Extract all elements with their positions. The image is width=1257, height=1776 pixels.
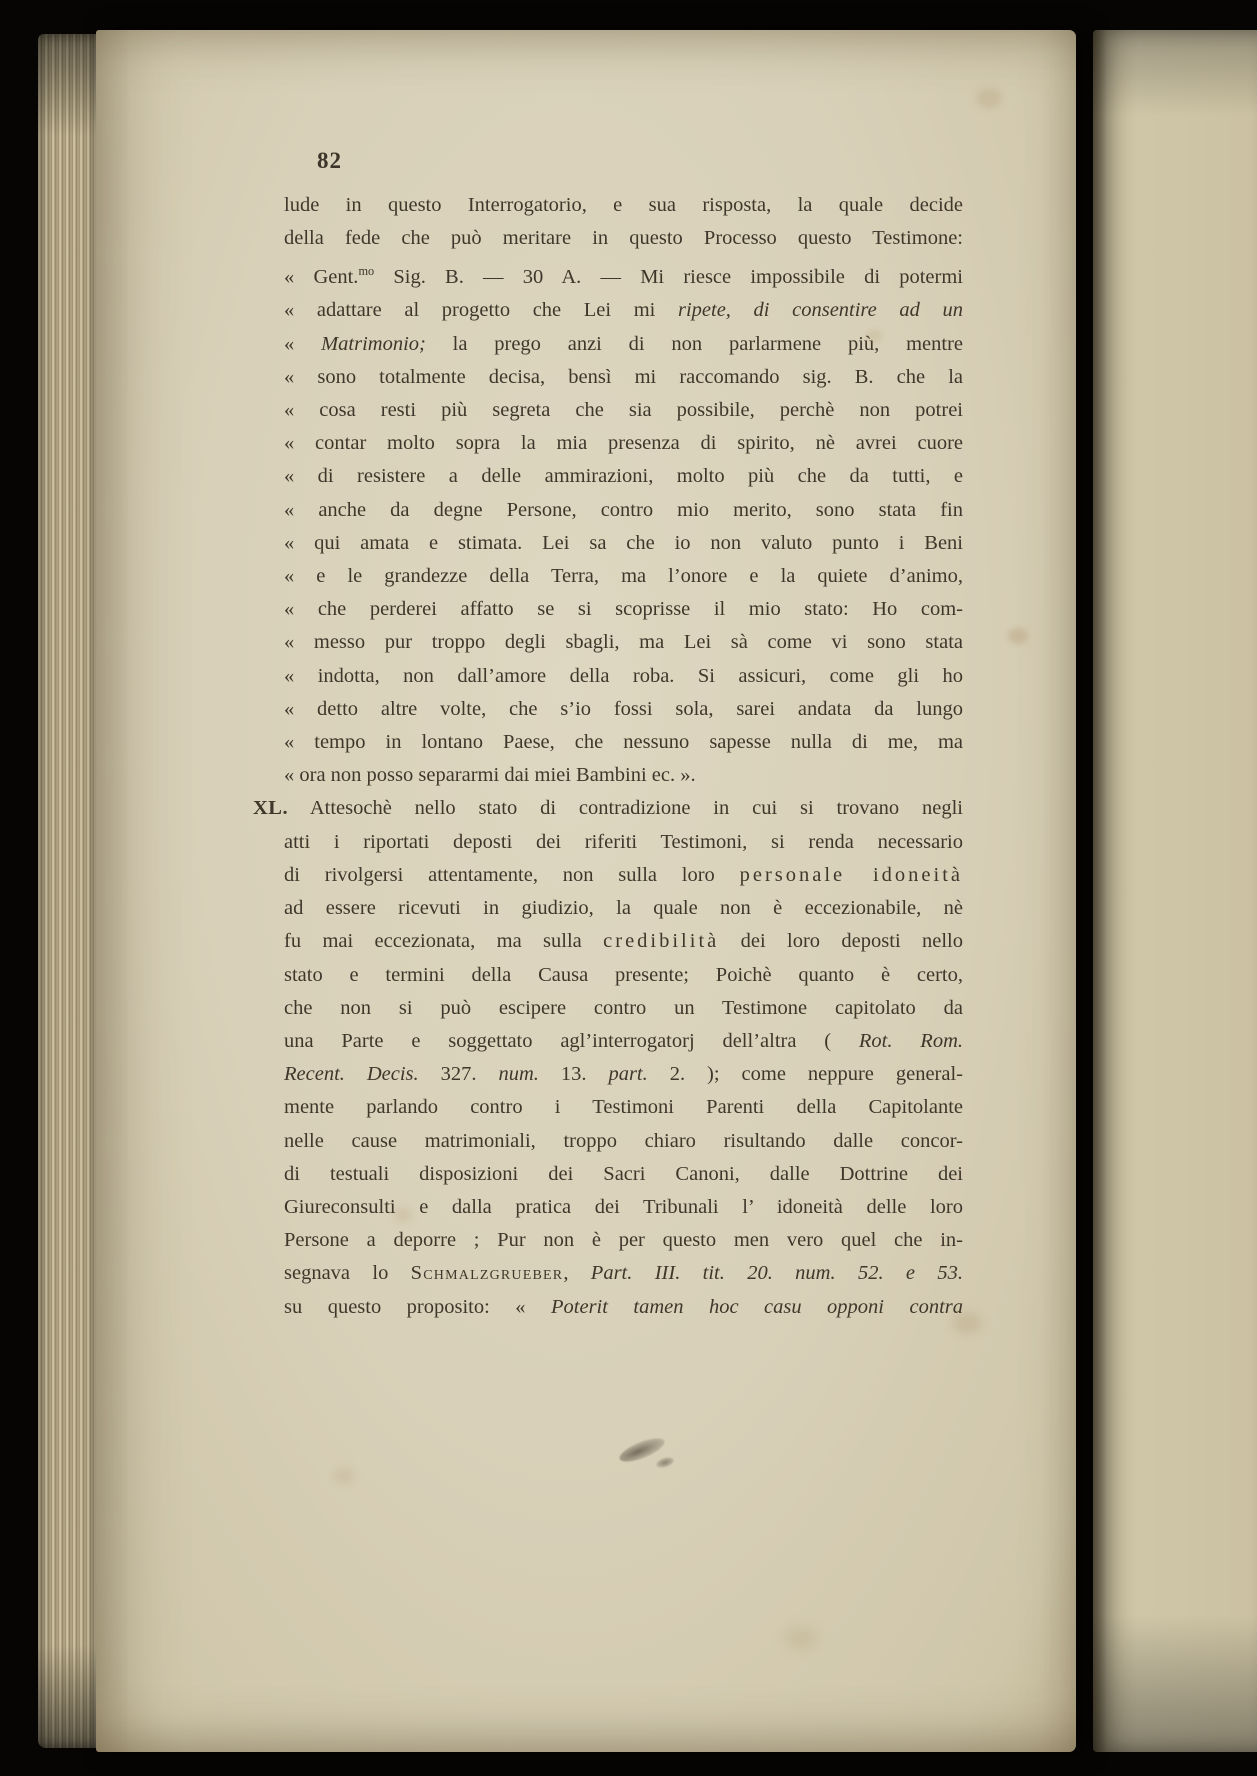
scanned-page xyxy=(96,30,1076,1752)
text-line: atti i riportati deposti dei riferiti Testimoni, si renda necessario xyxy=(284,830,963,853)
text-line: « e le grandezze della Terra, ma l’onore e la quiete d’animo, xyxy=(284,565,963,588)
text-line: di testuali disposizioni dei Sacri Canoni, dalle Dottrine dei xyxy=(284,1162,963,1185)
text-line: segnava lo Schmalzgrueber, Part. III. tit. 20. num. 52. e 53. xyxy=(284,1262,963,1285)
text-line: « adattare al progetto che Lei mi ripete, di consentire ad un xyxy=(284,299,963,322)
text-line: Recent. Decis. 327. num. 13. part. 2. ); come neppure general- xyxy=(284,1063,963,1086)
page-number: 82 xyxy=(317,148,342,173)
text-line: « anche da degne Persone, contro mio merito, sono stata fin xyxy=(284,498,963,521)
text-line: « tempo in lontano Paese, che nessuno sapesse nulla di me, ma xyxy=(284,731,963,754)
text-line: che non si può escipere contro un Testimone capitolato da xyxy=(284,996,963,1019)
adjacent-page-edge xyxy=(1093,30,1257,1752)
foxing-stain xyxy=(976,88,1002,108)
text-line: « di resistere a delle ammirazioni, molto più che da tutti, e xyxy=(284,465,963,488)
text-line: mente parlando contro i Testimoni Parenti della Capitolante xyxy=(284,1096,963,1119)
book-page-edges xyxy=(38,34,100,1748)
text-line: stato e termini della Causa presente; Poichè quanto è certo, xyxy=(284,963,963,986)
foxing-stain xyxy=(334,1468,354,1484)
text-line: XL. Attesochè nello stato di contradizione in cui si trovano negli xyxy=(253,797,963,820)
text-line: una Parte e soggettato agl’interrogatorj dell’altra ( Rot. Rom. xyxy=(284,1029,963,1052)
text-line: Persone a deporre ; Pur non è per questo men vero quel che in- xyxy=(284,1229,963,1252)
text-line: « cosa resti più segreta che sia possibile, perchè non potrei xyxy=(284,399,963,422)
text-line: « messo pur troppo degli sbagli, ma Lei sà come vi sono stata xyxy=(284,631,963,654)
foxing-stain xyxy=(1008,628,1028,644)
text-line: « che perderei affatto se si scoprisse il mio stato: Ho com- xyxy=(284,598,963,621)
foxing-stain xyxy=(784,1626,818,1650)
text-line: della fede che può meritare in questo Processo questo Testimone: xyxy=(284,227,963,250)
text-line: di rivolgersi attentamente, non sulla loro personale idoneità xyxy=(284,863,963,886)
text-line: su questo proposito: « Poterit tamen hoc casu opponi contra xyxy=(284,1295,963,1318)
text-line: ad essere ricevuti in giudizio, la quale non è eccezionabile, nè xyxy=(284,897,963,920)
text-line: nelle cause matrimoniali, troppo chiaro risultando dalle concor- xyxy=(284,1129,963,1152)
text-line: « Matrimonio; la prego anzi di non parlarmene più, mentre xyxy=(284,332,963,355)
text-line: « Gent.$^{mo}$ Sig. B. — 30 A. — Mi riesce impossibile di potermi xyxy=(284,264,963,289)
text-line: « sono totalmente decisa, bensì mi raccomando sig. B. che la xyxy=(284,365,963,388)
text-line: « detto altre volte, che s’io fossi sola, sarei andata da lungo xyxy=(284,697,963,720)
ink-smudge xyxy=(655,1455,675,1469)
text-line: Giureconsulti e dalla pratica dei Tribunali l’ idoneità delle loro xyxy=(284,1195,963,1218)
text-line: fu mai eccezionata, ma sulla credibilità dei loro deposti nello xyxy=(284,930,963,953)
text-line: « ora non posso separarmi dai miei Bambini ec. ». xyxy=(284,764,696,787)
text-line: « indotta, non dall’amore della roba. Si assicuri, come gli ho xyxy=(284,664,963,687)
text-line: « contar molto sopra la mia presenza di spirito, nè avrei cuore xyxy=(284,432,963,455)
page-text xyxy=(253,189,963,1324)
text-line: lude in questo Interrogatorio, e sua risposta, la quale decide xyxy=(284,194,963,216)
text-line: « qui amata e stimata. Lei sa che io non valuto punto i Beni xyxy=(284,531,963,554)
